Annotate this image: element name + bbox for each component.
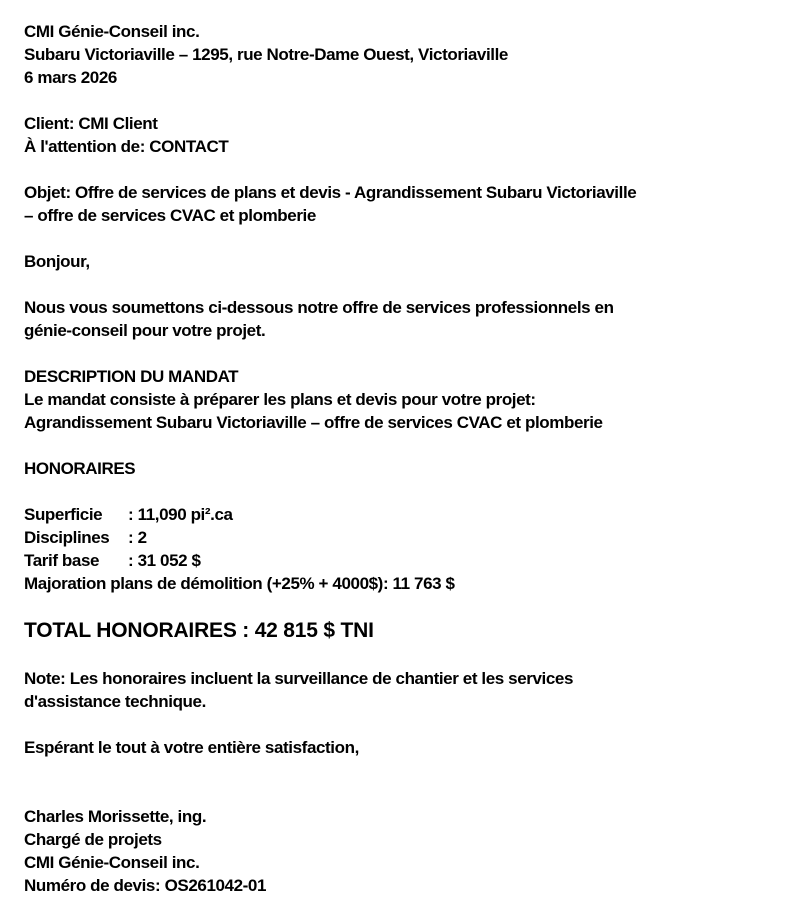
- client-line: Client: CMI Client: [24, 114, 158, 133]
- project-address: Subaru Victoriaville – 1295, rue Notre-Dame Ouest, Victoriaville: [24, 45, 508, 64]
- mandate-line-1: Le mandat consiste à préparer les plans et devis pour votre projet:: [24, 390, 536, 409]
- attention-line: À l'attention de: CONTACT: [24, 137, 229, 156]
- letter-date: 6 mars 2026: [24, 68, 117, 87]
- spacer: [24, 782, 794, 805]
- spacer: [24, 713, 794, 736]
- spacer: [24, 434, 794, 457]
- note-line-1: Note: Les honoraires incluent la surveillance de chantier et les services: [24, 669, 574, 688]
- spacer: [24, 342, 794, 365]
- spacer: [24, 480, 794, 503]
- fee-value: : 2: [128, 528, 147, 547]
- intro-line-2: génie-conseil pour votre projet.: [24, 321, 266, 340]
- spacer: [24, 644, 794, 667]
- fee-label: Tarif base: [24, 551, 100, 570]
- fee-value: : 11,090 pi².ca: [128, 505, 233, 524]
- subject-line-1: Objet: Offre de services de plans et devis - Agrandissement Subaru Victoriaville: [24, 183, 637, 202]
- fee-label: Disciplines: [24, 528, 110, 547]
- greeting: Bonjour,: [24, 252, 90, 271]
- intro-line-1: Nous vous soumettons ci-dessous notre offre de services professionnels en: [24, 298, 614, 317]
- spacer: [24, 273, 794, 296]
- closing-line: Espérant le tout à votre entière satisfaction,: [24, 738, 359, 757]
- spacer: [24, 158, 794, 181]
- spacer: [24, 595, 794, 618]
- signature-name: Charles Morissette, ing.: [24, 807, 207, 826]
- fee-row-tarif-base: [24, 549, 794, 572]
- mandate-heading: DESCRIPTION DU MANDAT: [24, 367, 239, 386]
- signature-company: CMI Génie-Conseil inc.: [24, 853, 200, 872]
- company-name: CMI Génie-Conseil inc.: [24, 22, 200, 41]
- fee-value: : 31 052 $: [128, 551, 201, 570]
- subject-line-2: – offre de services CVAC et plomberie: [24, 206, 316, 225]
- note-line-2: d'assistance technique.: [24, 692, 206, 711]
- fee-row-superficie: [24, 503, 794, 526]
- fees-heading: HONORAIRES: [24, 459, 136, 478]
- spacer: [24, 759, 794, 782]
- mandate-line-2: Agrandissement Subaru Victoriaville – offre de services CVAC et plomberie: [24, 413, 603, 432]
- quote-number: Numéro de devis: OS261042-01: [24, 876, 267, 895]
- spacer: [24, 227, 794, 250]
- fee-surcharge-line: Majoration plans de démolition (+25% + 4000$): 11 763 $: [24, 574, 455, 593]
- signature-title: Chargé de projets: [24, 830, 162, 849]
- total-fees-line: TOTAL HONORAIRES : 42 815 $ TNI: [24, 619, 374, 642]
- fee-row-disciplines: [24, 526, 794, 549]
- spacer: [24, 89, 794, 112]
- fee-label: Superficie: [24, 505, 103, 524]
